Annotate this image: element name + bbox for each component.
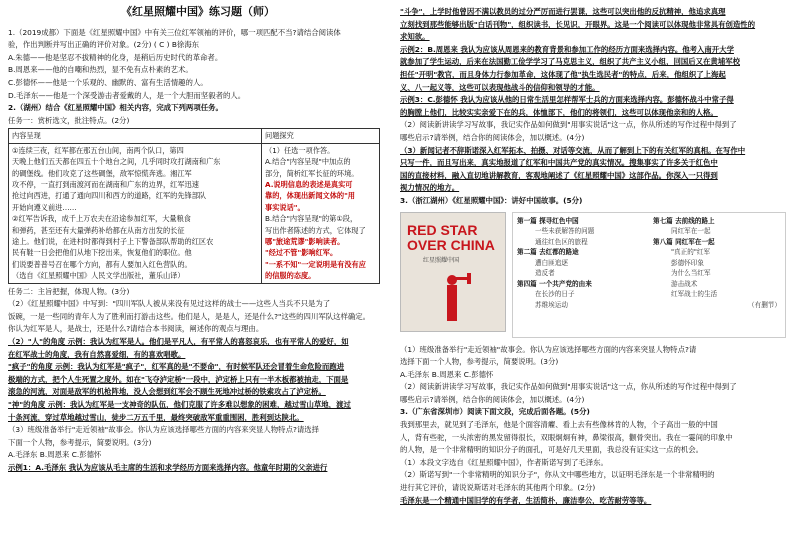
- bugler-figure-icon: [431, 267, 471, 327]
- passage-line: 们说要普普号召在哪个方向，都有人要加入红色营队的。: [12, 259, 192, 269]
- options-line: A.毛泽东 B.周恩来 C.彭德怀: [400, 369, 494, 379]
- toc-chapter: 第二篇 去红都的路途: [517, 248, 579, 256]
- text-line: 任务二：主旨把握，体现人物。(3分): [8, 286, 130, 296]
- question-3-heading: 3.（浙江湖州）《红星照耀中国》：讲好中国故事。(5分): [400, 195, 583, 205]
- passage-line: 开始向遵义前进……: [12, 202, 77, 212]
- text-line: 你认为红军是人，是战士，还是什么?请结合本书阅读，阐述你的观点与理由。: [8, 324, 264, 334]
- answer-line: 示例2：B.周恩来 我认为应该从周恩来的教育背景和参加工作的经历方面来选择内容。他考入南开大学: [400, 44, 734, 54]
- question-line: A.结合"内容呈现"中加点的: [265, 157, 351, 167]
- passage-line: 抢过向西进，打通了通向四川和西方的道路，红军的先锋部队: [12, 191, 207, 201]
- toc-section: 遭白匪追逐: [535, 258, 568, 267]
- answer-line: （3）新闻记者不辞斯诺深入红军拓本、拍摄、对话等交流，从而了解到上下的有关红军的真相。在写作中: [400, 145, 746, 155]
- passage-line: ①连续三夜，红军都在那五台山间，南两个队口，第四: [12, 145, 184, 155]
- toc-section: 游击战术: [671, 279, 698, 288]
- text-line: 验，作出判断并写出正确的评价对象。(2分) ( C ) B徐海东: [8, 40, 200, 50]
- answer-line: 极端的方式，把个人生死置之度外。如在"飞夺泸定桥"一段中，泸定桥上只有一半木板都被抽走，下面是: [8, 374, 349, 384]
- text-line: （2）斯诺写到"一个非常精明的知识分子"，你从文中哪些地方，以证明毛泽东是一个非常精明的: [400, 470, 715, 480]
- cover-title-en: RED STAR OVER CHINA: [407, 221, 495, 253]
- passage-line: 途上。他们说，在进村时都得到村子上下警备部队帮助的红区农: [12, 237, 214, 246]
- answer-line: "疯子"的角度 示例：我认为红军是"疯子"，红军真的是"不要命"，有时候军队还会冒着生命危险而跑进: [8, 362, 345, 372]
- toc-section: 造反者: [535, 269, 555, 277]
- answer-line: 就参加了学生运动，后来在法国勤工俭学学习了马克思主义，组织了共产主义小组，回国后又在黄埔军校: [400, 57, 740, 67]
- passage-line: 人，背有些驼，一头浓密的黑发留得很长，双眼炯炯有神，鼻梁很高，颧骨突出。我在一霎间的印象中: [400, 432, 733, 442]
- text-line: 1.（2019成都）下面是《红星照耀中国》中有关三位红军领袖的评价，哪一项匹配不当?请结合阅读体: [8, 27, 341, 37]
- answer-line: 求知欲。: [400, 32, 430, 42]
- passage-line: （选自《红星照耀中国》人民文学出版社，董乐山译）: [12, 271, 185, 281]
- answer-line: 的胸膛上他们，比较实实亲爱下在的兵，体恤部下，他们的将领们，这些可以体现他亲和的人格。: [400, 107, 718, 117]
- page-title: 《红星照耀中国》练习题（师）: [121, 5, 275, 18]
- text-line: 饭碗，一是一些同的青年人为了胜利而打游击这些。他们是人，是是人，还是什么?"这些的四川军队这样确定。: [8, 311, 371, 321]
- answer-line: 担任"开明"教官，而且身体力行参加革命，这体现了他"执生选民者"的特点，后来，他组织了上海起: [400, 69, 726, 79]
- answer-line: 事实说话"。: [265, 202, 305, 212]
- text-line: （2）《红星照耀中国》中写到："四川军队人被从来没有见过这样的战士——这些人当兵不只是为了: [8, 299, 331, 309]
- toc-section: 一些未获解答的问题: [535, 227, 595, 235]
- question-2-continued: [8, 286, 388, 475]
- question-heading: 3.（广东省深圳市）阅读下面文段，完成后面各题。(5分): [400, 407, 590, 417]
- passage-line: 的人物，是一个非常精明的知识分子的面孔，可是好几天里面，我总没有证实这一点的机会。: [400, 445, 704, 455]
- answer-line: 视力情况的地方。: [400, 183, 460, 193]
- answer-line: "经过不管"影响红军。: [265, 248, 338, 258]
- toc-section: 彭德怀印象: [671, 258, 704, 267]
- text-line: 进行其它评价，请说说斯诺对毛泽东的其他两个印象。(2分): [400, 483, 596, 493]
- answer-line: A.说明信息的表述是真实可: [265, 179, 353, 189]
- text-line: 选择下面一个人物，参考提示，简要说明。(3分): [400, 357, 559, 367]
- book-cover-image: [400, 212, 506, 332]
- toc-section: 红军战士的生活: [671, 290, 718, 298]
- table-cell-passage: [9, 143, 262, 283]
- toc-section: 通往红色区的旅程: [535, 237, 588, 246]
- passage-line: 和弹药，甚至还有大量弹药补给都在从南方出发的长征: [12, 225, 185, 235]
- toc-column-left: [517, 216, 645, 334]
- question-line: （1）任选一项作答。: [265, 145, 335, 155]
- text-line: （1）班级准备举行"走近领袖"故事会。你认为应该选择哪些方面的内容来突显人物特点?请: [400, 344, 697, 354]
- toc-section: 为什么当红军: [671, 269, 711, 277]
- answer-line: 义、八一起义等，这些可以表现他战斗的信仰和领导的才能。: [400, 82, 600, 92]
- answer-line: 毛泽东是一个精通中国旧学的有学者，生活简朴，廉洁奉公，吃苦耐劳等等。: [400, 495, 652, 505]
- passage-line: 我到那里去，就见到了毛泽东，他是个面容清癯、看上去有些像林肯的人物，个子高出一般的中国: [400, 420, 718, 430]
- answer-line: 示例1：A.毛泽东 我认为应该从毛主席的生活和求学经历方面来选择内容。他童年时期的父亲进行: [8, 462, 328, 472]
- table-cell-questions: [262, 143, 380, 283]
- answer-line: 靠的，体现出新闻文体的"用: [265, 191, 355, 201]
- text-line: 2.（湖州）结合《红星照耀中国》相关内容，完成下列两项任务。: [8, 103, 223, 113]
- answer-line: 在红军战士的角度，我有自然喜爱细，有的喜欢唱歌。: [8, 349, 186, 359]
- text-line: （2）阅读新讲读学习写故事，我记实作品如何做到"用事实说话"这一点，你从所述的写作过程中得到了: [400, 382, 737, 392]
- answer-line: （2）"人"的角度 示例：我认为红军是人。他们是平凡人，有平常人的喜怒哀乐，也有平常人的爱好，如: [8, 337, 349, 346]
- cover-title-zh: 红星照耀中国: [423, 256, 460, 264]
- answer-line: "斗争"，上学时他曾因不满以教员的过分严厉而进行罢课，这些可以突出他的反抗精神，他追求真理: [400, 7, 726, 16]
- text-line: 哪些启示?请举例，结合你的阅读体会，加以概述。(4分): [400, 132, 585, 142]
- answer-line: 哪"旅途荒谬"影响读者。: [265, 237, 345, 246]
- toc-chapter: 第四篇 一个共产党的由来: [517, 279, 592, 288]
- text-line: D.毛泽东——他是一个深受游击者爱戴的人，是一个大胆而坚毅者的人。: [8, 90, 246, 100]
- question-line: 部分，简析红军长征的环境。: [265, 168, 359, 178]
- passage-line: 攻不停，一直打到南渡河而在湖南和广东的边界，红军迅速: [12, 179, 199, 189]
- text-line: 任务一：赏析选文，批注特点。(2分): [8, 115, 130, 125]
- answer-line: 的信服的态度。: [265, 271, 316, 281]
- text-line: 下面一个人物，参考提示，简要说明。(3分): [8, 437, 152, 447]
- passage-line: ②红军告诉我，成千上万农夫在沿途参加红军，大量粮食: [12, 214, 191, 224]
- question-line: B.结合"内容呈现"的第①段，: [265, 214, 358, 224]
- table-header-question: 问题探究: [262, 129, 380, 143]
- passage-line: 民有鞋一日会把他们从地下挖出来，恢复他们的职位。他: [12, 248, 192, 258]
- table-header-content: 内容呈现: [9, 129, 262, 143]
- answer-line: 只写一件，而且写出来，真实地报道了红军和中国共产党的真实情况。搜集事实了许多关于红色中: [400, 158, 718, 168]
- text-line: （1）本段文字选自《红星照耀中国》，作者斯诺写到了毛泽东。: [400, 457, 608, 467]
- answer-line: "神"的角度 示例：我认为红军是一支神奇的队伍，他们克服了许多难以想象的困难，越过雪山草地，渡过: [8, 399, 351, 409]
- table-of-contents: [512, 212, 786, 338]
- passage-line: 的碉堡线。他们攻克了这些碉堡，敌军惊慌奔逃。湘江军: [12, 168, 192, 178]
- answer-line: 示例3：C.彭德怀 我认为应该从他的日常生活里怎样帮军士兵的方面来选择内容。彭德怀战斗中常子得: [400, 95, 734, 105]
- toc-chapter: 第八篇 同红军在一起: [653, 237, 715, 246]
- text-line: B.周恩来——他的自嘲和热烈，显不免有点朴素的艺术。: [8, 65, 193, 75]
- toc-chapter: 第一篇 探寻红色中国: [517, 216, 579, 225]
- toc-note: （有删节）: [748, 300, 781, 309]
- toc-section: 苏维埃运动: [535, 300, 568, 309]
- options-line: A.毛泽东 B.周恩来 C.彭德怀: [8, 450, 102, 460]
- passage-line: 天晚上他们五天都在四五十个地台之间，几乎同时攻打湖南和广东: [12, 157, 221, 167]
- answer-line: 十条河流，穿过草地越过雪山，徒步二万五千里，最终突破敌军重重围困，胜利到达陕北。: [8, 412, 304, 422]
- answer-line: "一系不知"一定说明是有没有应: [265, 259, 366, 269]
- toc-section: 在长沙的日子: [535, 290, 575, 298]
- right-column: [400, 0, 786, 507]
- text-line: 哪些启示?请举例，结合你的阅读体会，加以概述。(4分): [400, 394, 585, 404]
- toc-section: 同红军在一起: [671, 227, 711, 235]
- answer-line: 立刻找到那些能够出版"白话刊物"，组织读书，长见识，开眼界。这是一个阅读可以体现他非常具有创造性的: [400, 19, 756, 29]
- answer-line: 国的直接材料，融入直切地讲解教育，客观地阐述了《红星照耀中国》这部作品。你深入一只得到: [400, 170, 718, 180]
- left-column: [8, 0, 388, 475]
- text-line: A.朱德——他是坚忍不拔精神的化身，是稍后历史时代的革命者。: [8, 52, 223, 62]
- book-figure: [400, 212, 786, 338]
- toc-chapter: 第七篇 去前线的路上: [653, 216, 715, 225]
- toc-section: "真正的"红军: [671, 248, 711, 256]
- question-line: 写出作者陈述的方式，它体现了: [265, 225, 366, 235]
- answer-line: 滚急的河流，对面是敌军的机枪阵地，没人会想到红军会不顾生死地冲过桥的铁索攻占了泸定桥。: [8, 387, 326, 397]
- text-line: （2）阅读新讲读学习写故事，我记实作品如何做到"用事实说话"这一点，你从所述的写作过程中得到了: [400, 120, 737, 130]
- text-line: （3）班级准备举行"走近领袖"故事会。你认为应该选择哪些方面的内容来突显人物特点?请选择: [8, 425, 320, 435]
- toc-column-right: [653, 216, 781, 334]
- question-1-2-block: [8, 27, 388, 128]
- content-table: [8, 128, 380, 283]
- text-line: C.彭德怀——他是一个乐观的、幽默的、富有生活情趣的人。: [8, 77, 208, 87]
